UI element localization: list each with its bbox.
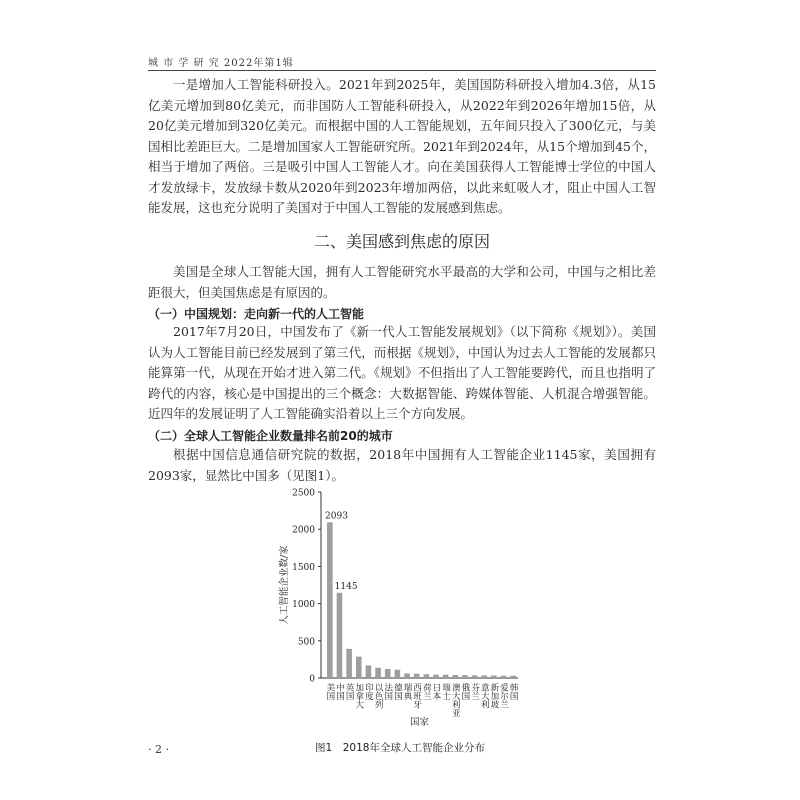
bar — [404, 673, 410, 678]
x-tick-label: 爱尔兰 — [498, 683, 509, 709]
paragraph: 一是增加人工智能科研投入。2021年到2025年，美国国防科研投入增加4.3倍，从15亿美元增加到80亿美元，而非国防人工智能科研投入，从2022年到2026年增加15倍，从20亿美元增加到320亿美元。而根据中国的人工智能规划，五年间只投入了300亿元，与美国相比差距巨大。二是增加国家人工智能研究所。2021年到2024年，从15个增加到45个，相当于增加了两倍。三是吸引中国人工智能人才。向在美国获得人工智能博士学位的中国人才发放绿卡，发放绿卡数从2020年到2023年增加两倍，以此来虹吸人才，阻止中国人工智能发展，这也充分说明了美国对于中国人工智能的发展感到焦虑。 — [148, 77, 656, 215]
x-tick-label: 瑞典 — [402, 683, 413, 700]
x-axis-label: 国家 — [409, 717, 430, 728]
bar — [356, 657, 362, 678]
y-tick-label: 500 — [297, 637, 315, 648]
bar — [375, 668, 381, 678]
y-tick-label: 1500 — [292, 562, 315, 573]
bar — [452, 675, 458, 678]
y-tick-label: 2500 — [292, 488, 315, 499]
x-tick-label: 新加坡 — [488, 683, 499, 709]
paragraph: 美国是全球人工智能大国，拥有人工智能研究水平最高的大学和公司，中国与之相比差距很大，但美国焦虑是有原因的。 — [148, 264, 656, 300]
bar — [510, 676, 516, 678]
bar — [443, 675, 449, 678]
page-number: · 2 · — [148, 743, 169, 756]
bar — [462, 675, 468, 678]
bar — [414, 674, 420, 678]
running-head: 城 市 学 研 究 2022年第1辑 — [148, 58, 294, 69]
bar — [424, 674, 430, 678]
bar — [337, 593, 343, 678]
bar — [481, 675, 487, 678]
bar — [327, 522, 333, 678]
y-tick-label: 1000 — [292, 600, 315, 611]
x-tick-label: 澳大利亚 — [450, 683, 461, 717]
data-label: 1145 — [334, 581, 358, 592]
x-tick-label: 荷兰 — [421, 683, 432, 700]
bar — [501, 676, 507, 678]
bar — [491, 676, 497, 678]
x-tick-label: 瑞士 — [440, 683, 451, 700]
paragraph: 根据中国信息通信研究院的数据，2018年中国拥有人工智能企业1145家，美国拥有2093家，显然比中国多（见图1）。 — [148, 447, 656, 483]
header-rule — [148, 70, 656, 71]
section-title: 二、美国感到焦虑的原因 — [313, 232, 490, 251]
x-tick-label: 西班牙 — [411, 683, 422, 709]
x-tick-label: 韩国 — [508, 683, 519, 700]
x-tick-label: 芬兰 — [469, 683, 480, 700]
x-tick-label: 日本 — [430, 683, 441, 700]
x-tick-label: 加拿大 — [353, 683, 364, 709]
bar — [395, 670, 401, 678]
x-tick-label: 德国 — [392, 683, 403, 700]
y-tick-label: 0 — [309, 674, 315, 685]
x-tick-label: 俄国 — [459, 683, 470, 700]
bar — [433, 675, 439, 678]
bar — [346, 649, 352, 678]
data-label: 2093 — [325, 511, 348, 522]
subsection-heading: （一）中国规划：走向新一代的人工智能 — [148, 307, 365, 321]
y-axis-label: 人工智能企业数/家 — [279, 545, 290, 625]
x-tick-label: 法国 — [382, 683, 393, 700]
x-tick-label: 印度 — [363, 683, 374, 700]
y-tick-label: 2000 — [292, 525, 315, 536]
figure-caption: 图1 2018年全球人工智能企业分布 — [315, 742, 485, 754]
bar — [472, 675, 478, 678]
x-tick-label: 美国 — [324, 683, 335, 700]
bar — [366, 665, 372, 678]
bar-chart — [270, 482, 550, 740]
x-tick-label: 以色列 — [373, 683, 384, 709]
x-tick-label: 英国 — [344, 683, 355, 700]
figure-chart — [270, 482, 550, 740]
x-tick-label: 中国 — [334, 683, 345, 700]
x-tick-label: 意大利 — [479, 683, 490, 709]
paragraph: 2017年7月20日，中国发布了《新一代人工智能发展规划》（以下简称《规划》）。美国认为人工智能目前已经发展到了第三代，而根据《规划》，中国认为过去人工智能的发展都只能算第一代，从现在开始才进入第二代。《规划》不但指出了人工智能要跨代，而且也指明了跨代的内容，核心是中国提出的三个概念：大数据智能、跨媒体智能、人机混合增强智能。近四年的发展证明了人工智能确实沿着以上三个方向发展。 — [148, 324, 656, 421]
bar — [385, 669, 391, 678]
subsection-heading: （二）全球人工智能企业数量排名前20的城市 — [148, 429, 393, 443]
